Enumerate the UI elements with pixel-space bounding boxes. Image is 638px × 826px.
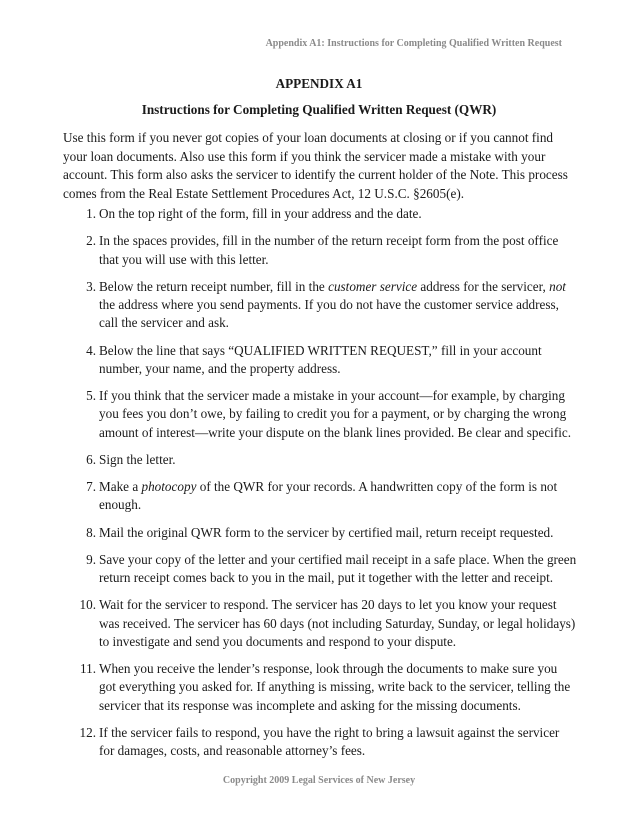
list-item [77,660,577,715]
text-segment: address for the servicer, [417,278,550,294]
intro-paragraph: Use this form if you never got copies of your loan documents at closing or if you cannot find your loan documents. Also use this form if you think the servicer made a mistake with your account. This form also asks the servicer to identify the current holder of the Note. This process comes from the Real Estate Settlement Procedures Act, 12 U.S.C. §2605(e). [63,130,568,201]
footer-copyright: Copyright 2009 Legal Services of New Jersey [222,775,416,786]
text-segment: When you receive the lender’s response, look through the documents to make sure you got everything you asked for. If anything is missing, write back to the servicer, telling the servicer that its response was incomplete and asking for the missing documents. [99,661,571,713]
text-segment: Wait for the servicer to respond. The servicer has 20 days to let you know your request was received. The servicer has 60 days (not including Saturday, Sunday, or legal holidays) to investigate and send you documents and respond to your dispute. [99,597,576,649]
text-segment: If you think that the servicer made a mistake in your account—for example, by charging you fees you don’t owe, by failing to credit you for a payment, or by charging the wrong amount of interest—write your dispute on the blank lines provided. Be clear and specific. [99,388,572,440]
list-item [77,451,577,469]
list-item [77,342,577,379]
emphasis-text: customer service [328,278,418,294]
text-segment: If the servicer fails to respond, you have the right to bring a lawsuit against the servicer for damages, costs, and reasonable attorney’s fees. [99,724,560,759]
step-text [99,479,557,512]
step-number: 6. [86,451,96,467]
list-item [77,524,577,542]
text-segment: Save your copy of the letter and your certified mail receipt in a safe place. When the green return receipt comes back to you in the mail, put it together with the letter and receipt. [99,551,577,585]
list-item [77,278,577,333]
list-item [77,596,577,651]
step-number: 3. [86,278,96,294]
step-number: 12. [79,724,96,740]
step-number: 1. [86,206,96,221]
list-item [77,478,577,515]
step-text [99,661,570,713]
step-text [99,552,576,585]
step-number: 11. [80,661,96,676]
step-text [99,388,571,440]
text-segment: On the top right of the form, fill in your address and the date. [99,206,422,221]
step-number: 10. [79,597,96,613]
page-subtitle: Instructions for Completing Qualified Written Request (QWR) [141,102,497,117]
emphasis-text: photocopy [141,479,197,494]
list-item [77,205,577,223]
step-number: 9. [86,551,96,567]
list-item [77,551,577,588]
step-text [99,206,422,221]
text-segment: Sign the letter. [99,451,176,467]
step-text [99,452,176,467]
text-segment: Below the return receipt number, fill in the [99,278,329,294]
text-segment: Mail the original QWR form to the servicer by certified mail, return receipt requested. [99,524,554,540]
step-text [99,525,553,540]
emphasis-text: not [549,278,566,294]
step-number: 2. [86,233,96,249]
text-segment: Make a [99,479,142,494]
text-segment: the address where you send payments. If you do not have the customer service address, call the servicer and ask. [99,297,559,331]
page-title: APPENDIX A1 [275,76,363,91]
running-header: Appendix A1: Instructions for Completing Qualified Written Request [265,38,562,49]
step-number: 8. [86,524,96,540]
step-text [99,725,559,758]
step-number: 5. [86,388,96,403]
step-text [99,343,542,376]
step-text [99,279,566,331]
text-segment: In the spaces provides, fill in the number of the return receipt form from the post office that you will use with this letter. [99,233,559,267]
list-item [77,387,577,442]
step-text [99,597,575,649]
step-number: 7. [86,479,96,494]
list-item [77,232,577,269]
text-segment: of the QWR for your records. A handwritten copy of the form is not enough. [99,479,558,513]
step-text [99,233,558,266]
instruction-list [77,205,577,769]
text-segment: Below the line that says “QUALIFIED WRITTEN REQUEST,” fill in your account number, your name, and the property address. [99,342,542,376]
step-number: 4. [86,342,96,358]
list-item [77,724,577,761]
